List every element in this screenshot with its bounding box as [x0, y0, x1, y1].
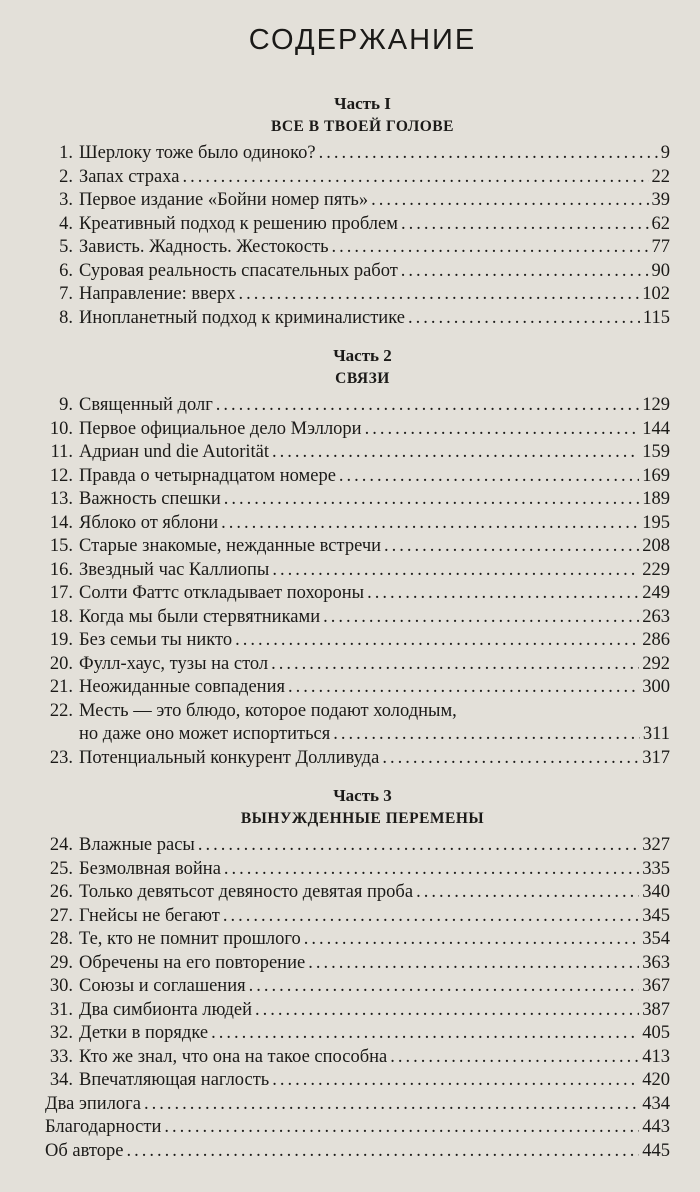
- chapter-title: Суровая реальность спасательных работ: [79, 260, 398, 281]
- page-number: 413: [642, 1046, 670, 1067]
- leader-dots: [288, 676, 639, 700]
- chapter-number: 4.: [59, 213, 73, 234]
- section-title: Благодарности: [45, 1117, 162, 1137]
- leader-dots: [319, 142, 658, 166]
- toc-entry[interactable]: [45, 676, 670, 700]
- chapter-number: 13.: [49, 489, 73, 509]
- page-number: 317: [642, 747, 670, 768]
- page-number: 159: [642, 442, 670, 462]
- chapter-number: 26.: [49, 882, 73, 902]
- page-number: 189: [642, 489, 670, 509]
- toc-entry[interactable]: [45, 283, 670, 307]
- leader-dots: [238, 283, 639, 307]
- page-number: 169: [642, 465, 670, 486]
- toc-entry[interactable]: [45, 213, 670, 237]
- toc-entry[interactable]: [45, 418, 670, 442]
- page-number: 311: [642, 724, 670, 744]
- page-number: 335: [642, 858, 670, 879]
- page-number: 300: [642, 677, 670, 697]
- toc-entry[interactable]: [45, 535, 670, 559]
- toc-entry[interactable]: [45, 307, 670, 331]
- chapter-number: 5.: [59, 237, 73, 257]
- chapter-title: Без семьи ты никто: [79, 630, 233, 650]
- page-number: 443: [642, 1117, 670, 1137]
- leader-dots: [272, 559, 639, 583]
- toc-entry[interactable]: [45, 1022, 670, 1046]
- chapter-title: Детки в порядке: [79, 1023, 209, 1043]
- leader-dots: [198, 834, 639, 858]
- chapter-number: 23.: [49, 747, 73, 768]
- chapter-number: 6.: [59, 260, 73, 281]
- chapter-title: Фулл-хаус, тузы на стол: [79, 653, 269, 674]
- chapter-number: 9.: [59, 395, 73, 415]
- chapter-number: 14.: [49, 512, 73, 533]
- toc-entry[interactable]: [45, 582, 670, 606]
- toc-entry[interactable]: [45, 189, 670, 213]
- leader-dots: [255, 999, 639, 1023]
- chapter-number: 33.: [49, 1046, 73, 1067]
- chapter-title: Гнейсы не бегают: [79, 905, 220, 926]
- chapter-title: Два симбионта людей: [79, 999, 253, 1020]
- page-number: 144: [642, 418, 670, 439]
- chapter-number: 16.: [49, 559, 73, 580]
- chapter-number: 27.: [49, 905, 73, 926]
- chapter-number: 3.: [59, 190, 73, 210]
- leader-dots: [223, 905, 639, 929]
- toc-entry[interactable]: [45, 975, 670, 999]
- page-number: 39: [651, 190, 670, 210]
- section-title: Два эпилога: [45, 1093, 141, 1114]
- page-number: 445: [642, 1140, 670, 1161]
- leader-dots: [211, 1022, 639, 1046]
- chapter-title: Зависть. Жадность. Жестокость: [79, 237, 329, 257]
- page-number: 387: [642, 999, 670, 1020]
- chapter-number: 25.: [49, 858, 73, 879]
- chapter-number: 12.: [49, 465, 73, 486]
- chapter-number: 32.: [49, 1023, 73, 1043]
- page-number: 367: [642, 976, 670, 996]
- part-subtitle: СВЯЗИ: [335, 370, 390, 387]
- chapter-title: Безмолвная война: [79, 858, 221, 879]
- page-number: 345: [642, 905, 670, 926]
- toc-entry-epilogues[interactable]: [45, 1093, 670, 1117]
- page-number: 327: [642, 835, 670, 855]
- page-number: 292: [642, 653, 670, 674]
- chapter-number: 34.: [49, 1070, 73, 1090]
- chapter-number: 15.: [49, 536, 73, 556]
- toc-entry-about-author[interactable]: [45, 1140, 670, 1164]
- leader-dots: [323, 606, 639, 630]
- page-number: 420: [642, 1070, 670, 1090]
- chapter-number: 2.: [59, 166, 73, 187]
- leader-dots: [333, 723, 640, 747]
- toc-entry[interactable]: [45, 834, 670, 858]
- chapter-number: 17.: [49, 583, 73, 603]
- page-number: 249: [642, 583, 670, 603]
- page-number: 22: [651, 166, 670, 187]
- chapter-number: 1.: [59, 143, 73, 163]
- leader-dots: [339, 465, 639, 489]
- leader-dots: [401, 213, 649, 237]
- toc-entry[interactable]: [45, 1069, 670, 1093]
- leader-dots: [271, 653, 639, 677]
- chapter-number: 30.: [49, 976, 73, 996]
- toc-entry[interactable]: [45, 465, 670, 489]
- chapter-number: 19.: [49, 630, 73, 650]
- page-number: 102: [642, 284, 670, 304]
- leader-dots: [249, 975, 640, 999]
- leader-dots: [221, 512, 639, 536]
- page-number: 229: [642, 559, 670, 580]
- toc-entry[interactable]: [45, 142, 670, 166]
- toc-entry[interactable]: [45, 606, 670, 630]
- chapter-title: Когда мы были стервятниками: [79, 606, 321, 627]
- chapter-number: 22.: [49, 700, 73, 721]
- chapter-title: Месть — это блюдо, которое подают холодным,: [79, 700, 457, 721]
- toc-entry[interactable]: [45, 236, 670, 260]
- chapter-title: Инопланетный подход к криминалистике: [79, 307, 405, 328]
- leader-dots: [308, 952, 639, 976]
- toc-entry[interactable]: [45, 512, 670, 536]
- page-number: 129: [642, 395, 670, 415]
- chapter-title: Запах страха: [79, 166, 180, 187]
- leader-dots: [390, 1046, 639, 1070]
- leader-dots: [182, 166, 648, 190]
- part-2: [45, 344, 670, 770]
- chapter-title: Яблоко от яблони: [79, 512, 219, 533]
- chapter-title: Адриан und die Autorität: [79, 442, 270, 462]
- part-heading: Часть 2: [333, 346, 392, 365]
- toc-entry[interactable]: [45, 488, 670, 512]
- chapter-title: Те, кто не помнит прошлого: [79, 929, 301, 949]
- page-number: 340: [642, 882, 670, 902]
- page-number: 77: [651, 237, 670, 257]
- chapter-title: Первое издание «Бойни номер пять»: [79, 190, 369, 210]
- toc-entry[interactable]: [45, 858, 670, 882]
- toc-entry[interactable]: [45, 881, 670, 905]
- page-number: 62: [651, 213, 670, 234]
- leader-dots: [126, 1140, 639, 1164]
- chapter-title: Креативный подход к решению проблем: [79, 213, 398, 234]
- toc-entry[interactable]: [45, 559, 670, 583]
- leader-dots: [272, 1069, 639, 1093]
- page-number: 115: [642, 307, 670, 328]
- leader-dots: [371, 189, 648, 213]
- toc-entry[interactable]: [45, 441, 670, 465]
- leader-dots: [224, 858, 639, 882]
- chapter-title: Звездный час Каллиопы: [79, 559, 270, 580]
- leader-dots: [332, 236, 649, 260]
- chapter-title: Обречены на его повторение: [79, 952, 306, 973]
- page-number: 195: [642, 512, 670, 533]
- leader-dots: [235, 629, 639, 653]
- leader-dots: [408, 307, 640, 331]
- chapter-title: Священный долг: [79, 395, 213, 415]
- page-number: 286: [642, 630, 670, 650]
- toc-entry[interactable]: [45, 905, 670, 929]
- leader-dots: [416, 881, 639, 905]
- chapter-title: Правда о четырнадцатом номере: [79, 465, 336, 486]
- leader-dots: [304, 928, 639, 952]
- chapter-title-continued: но даже оно может испортиться: [79, 724, 331, 744]
- toc-entry-acknowledgements[interactable]: [45, 1116, 670, 1140]
- page-title: СОДЕРЖАНИЕ: [248, 24, 477, 56]
- part-1: [45, 92, 670, 330]
- chapter-title: Впечатляющая наглость: [79, 1070, 270, 1090]
- page-number: 208: [642, 536, 670, 556]
- toc-entry[interactable]: [45, 166, 670, 190]
- chapter-number: 28.: [49, 929, 73, 949]
- chapter-title: Шерлоку тоже было одиноко?: [79, 143, 316, 163]
- chapter-number: 31.: [49, 999, 73, 1020]
- part-heading: Часть 3: [333, 786, 392, 805]
- chapter-title: Старые знакомые, нежданные встречи: [79, 536, 382, 556]
- chapter-title: Первое официальное дело Мэллори: [79, 418, 362, 439]
- part-subtitle: ВСЕ В ТВОЕЙ ГОЛОВЕ: [270, 118, 454, 135]
- page-number: 9: [660, 143, 670, 163]
- toc-entry[interactable]: [45, 629, 670, 653]
- toc-entry[interactable]: [45, 952, 670, 976]
- page-number: 263: [642, 606, 670, 627]
- toc-entry[interactable]: [45, 999, 670, 1023]
- chapter-number: 11.: [50, 442, 73, 462]
- toc-entry[interactable]: [45, 928, 670, 952]
- chapter-number: 21.: [49, 677, 73, 697]
- toc-entry[interactable]: [45, 1046, 670, 1070]
- toc-entry[interactable]: [45, 394, 670, 418]
- chapter-title: Только девятьсот девяносто девятая проба: [79, 882, 414, 902]
- page-number: 434: [642, 1093, 670, 1114]
- section-title: Об авторе: [45, 1140, 124, 1161]
- leader-dots: [144, 1093, 639, 1117]
- page-number: 354: [642, 929, 670, 949]
- leader-dots: [365, 418, 640, 442]
- toc-entry-multiline[interactable]: [45, 700, 670, 747]
- toc-entry[interactable]: [45, 747, 670, 771]
- page-number: 405: [642, 1023, 670, 1043]
- page-number: 363: [642, 952, 670, 973]
- leader-dots: [382, 747, 639, 771]
- toc-entry[interactable]: [45, 260, 670, 284]
- leader-dots: [216, 394, 639, 418]
- chapter-title: Кто же знал, что она на такое способна: [79, 1046, 388, 1067]
- chapter-number: 24.: [49, 835, 73, 855]
- chapter-title: Важность спешки: [79, 489, 221, 509]
- page-number: 90: [651, 260, 670, 281]
- part-subtitle: ВЫНУЖДЕННЫЕ ПЕРЕМЕНЫ: [240, 810, 485, 827]
- toc-entry[interactable]: [45, 653, 670, 677]
- leader-dots: [367, 582, 639, 606]
- chapter-number: 29.: [49, 952, 73, 973]
- leader-dots: [224, 488, 639, 512]
- chapter-number: 18.: [49, 606, 73, 627]
- chapter-number: 10.: [49, 418, 73, 439]
- chapter-title: Неожиданные совпадения: [79, 677, 285, 697]
- chapter-number: 7.: [59, 284, 73, 304]
- chapter-title: Влажные расы: [79, 835, 195, 855]
- leader-dots: [164, 1116, 639, 1140]
- leader-dots: [401, 260, 649, 284]
- chapter-title: Направление: вверх: [79, 284, 236, 304]
- leader-dots: [272, 441, 639, 465]
- chapter-title: Союзы и соглашения: [79, 976, 246, 996]
- chapter-number: 20.: [49, 653, 73, 674]
- chapter-number: 8.: [59, 307, 73, 328]
- part-heading: Часть I: [334, 94, 391, 113]
- leader-dots: [384, 535, 639, 559]
- part-3: [45, 784, 670, 1163]
- chapter-title: Солти Фаттс откладывает похороны: [79, 583, 365, 603]
- chapter-title: Потенциальный конкурент Долливуда: [79, 747, 380, 768]
